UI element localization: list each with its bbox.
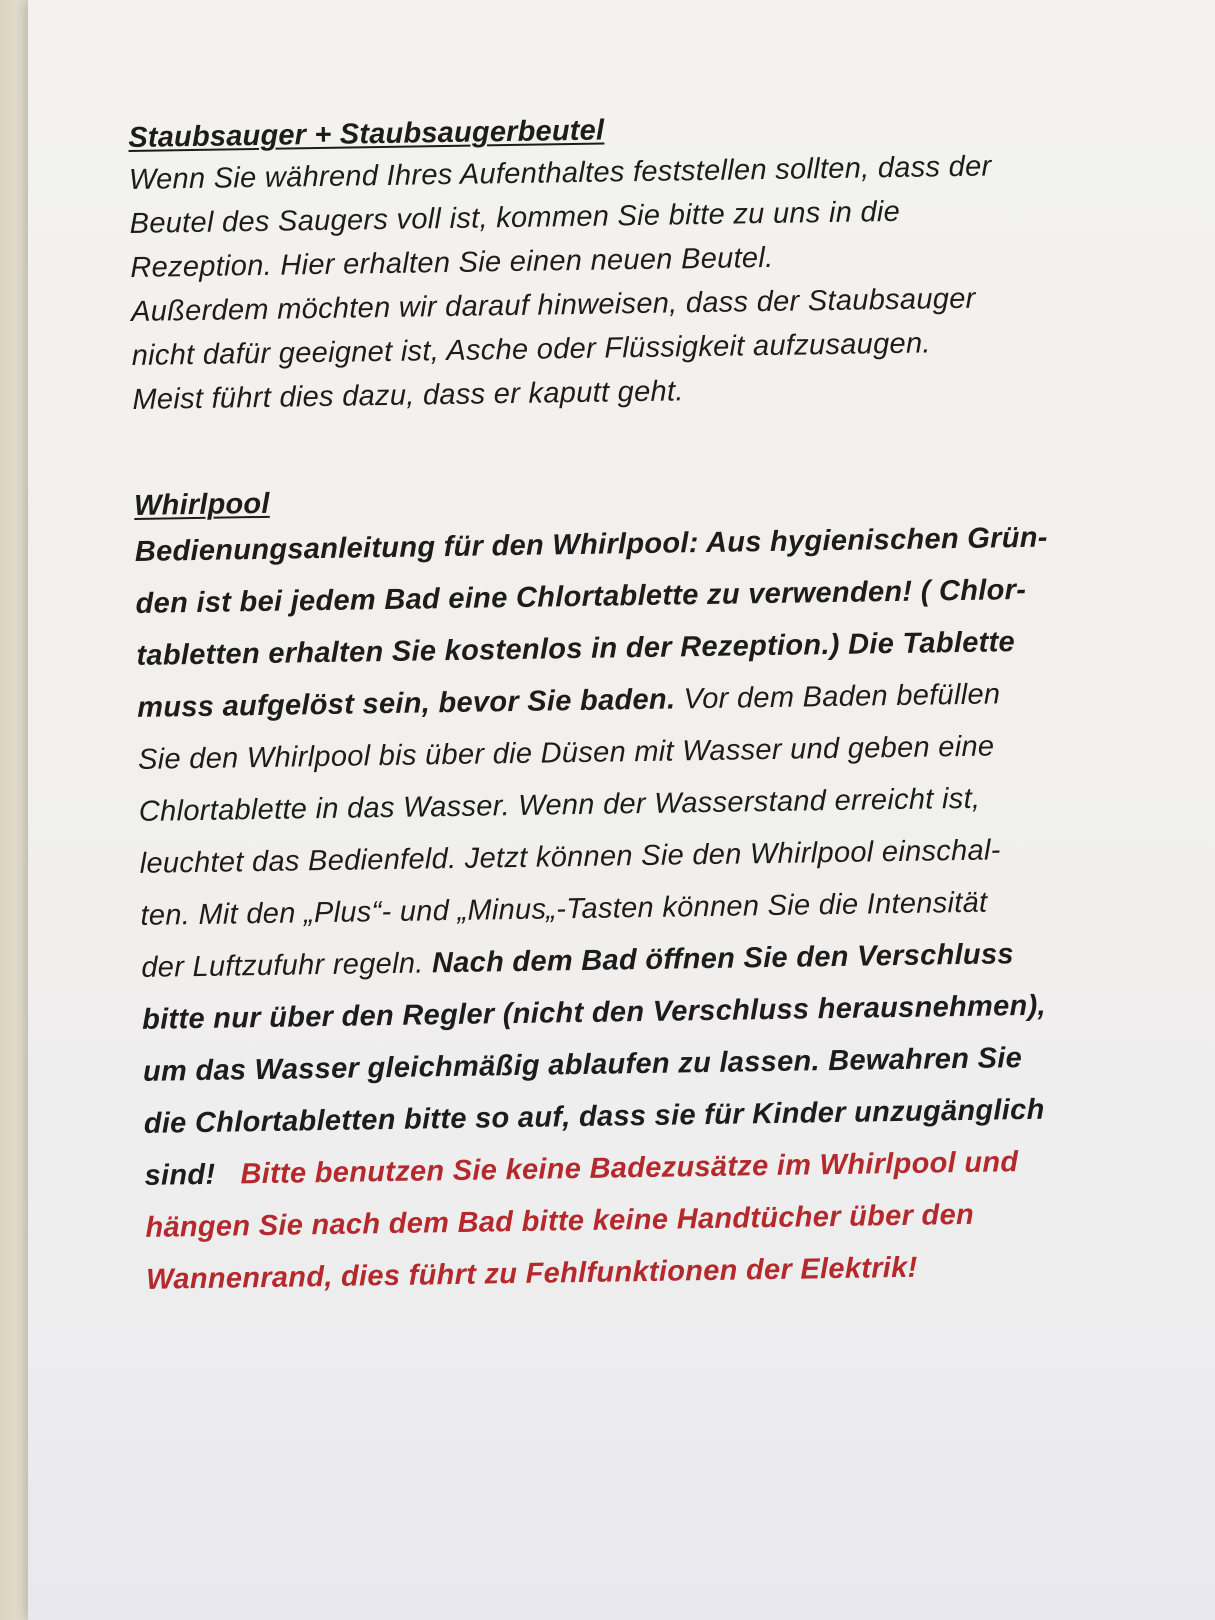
vacuum-line: Außerdem möchten wir darauf hinweisen, dass der Staubsauger xyxy=(130,282,976,328)
whirlpool-line: ten. Mit den „Plus“- und „Minus„-Tasten können Sie die Intensität xyxy=(140,886,988,932)
document-content xyxy=(128,102,1157,1306)
warning-text: Bitte benutzen Sie keine Badezusätze im Whirlpool und xyxy=(240,1146,1019,1191)
vacuum-section xyxy=(128,102,1143,422)
whirlpool-line: die Chlortabletten bitte so auf, dass sie für Kinder unzugänglich xyxy=(143,1093,1045,1140)
whirlpool-bold-text: Nach dem Bad öffnen Sie den Verschluss xyxy=(431,938,1015,980)
background-edge xyxy=(0,0,28,1620)
whirlpool-bold-text: muss aufgelöst sein, bevor Sie baden. xyxy=(137,683,676,724)
whirlpool-paragraph xyxy=(134,510,1156,1306)
whirlpool-line: Chlortablette in das Wasser. Wenn der Wasserstand erreicht ist, xyxy=(138,782,981,828)
vacuum-line: Rezeption. Hier erhalten Sie einen neuen Beutel. xyxy=(130,241,774,284)
whirlpool-line: leuchtet das Bedienfeld. Jetzt können Sie den Whirlpool einschal- xyxy=(139,834,1001,880)
whirlpool-line: den ist bei jedem Bad eine Chlortablette zu verwenden! ( Chlor- xyxy=(135,573,1027,620)
whirlpool-line: tabletten erhalten Sie kostenlos in der Rezeption.) Die Tablette xyxy=(136,626,1016,672)
vacuum-line: Beutel des Saugers voll ist, kommen Sie bitte zu uns in die xyxy=(129,195,901,240)
whirlpool-normal-text: Vor dem Baden befüllen xyxy=(675,678,1001,716)
vacuum-line: Meist führt dies dazu, dass er kaputt geht. xyxy=(132,375,684,416)
whirlpool-line: um das Wasser gleichmäßig ablaufen zu lassen. Bewahren Sie xyxy=(142,1042,1023,1088)
vacuum-line: Wenn Sie während Ihres Aufenthaltes feststellen sollten, dass der xyxy=(128,150,992,196)
whirlpool-section xyxy=(134,470,1157,1306)
vacuum-line: nicht dafür geeignet ist, Asche oder Flüssigkeit aufzusaugen. xyxy=(131,327,931,372)
warning-text: hängen Sie nach dem Bad bitte keine Handtücher über den xyxy=(145,1198,975,1244)
whirlpool-line: Sie den Whirlpool bis über die Düsen mit Wasser und geben eine xyxy=(137,730,995,776)
warning-text: Wannenrand, dies führt zu Fehlfunktionen der Elektrik! xyxy=(146,1251,918,1296)
whirlpool-bold-text: sind! xyxy=(144,1158,216,1192)
vacuum-heading: Staubsauger + Staubsaugerbeutel xyxy=(128,114,605,154)
whirlpool-line: Bedienungsanleitung für den Whirlpool: Aus hygienischen Grün- xyxy=(134,521,1048,568)
whirlpool-heading: Whirlpool xyxy=(133,487,270,522)
vacuum-paragraph xyxy=(129,142,1143,422)
whirlpool-line: bitte nur über den Regler (nicht den Verschluss herausnehmen), xyxy=(141,989,1047,1036)
whirlpool-normal-text: der Luftzufuhr regeln. xyxy=(141,947,433,984)
